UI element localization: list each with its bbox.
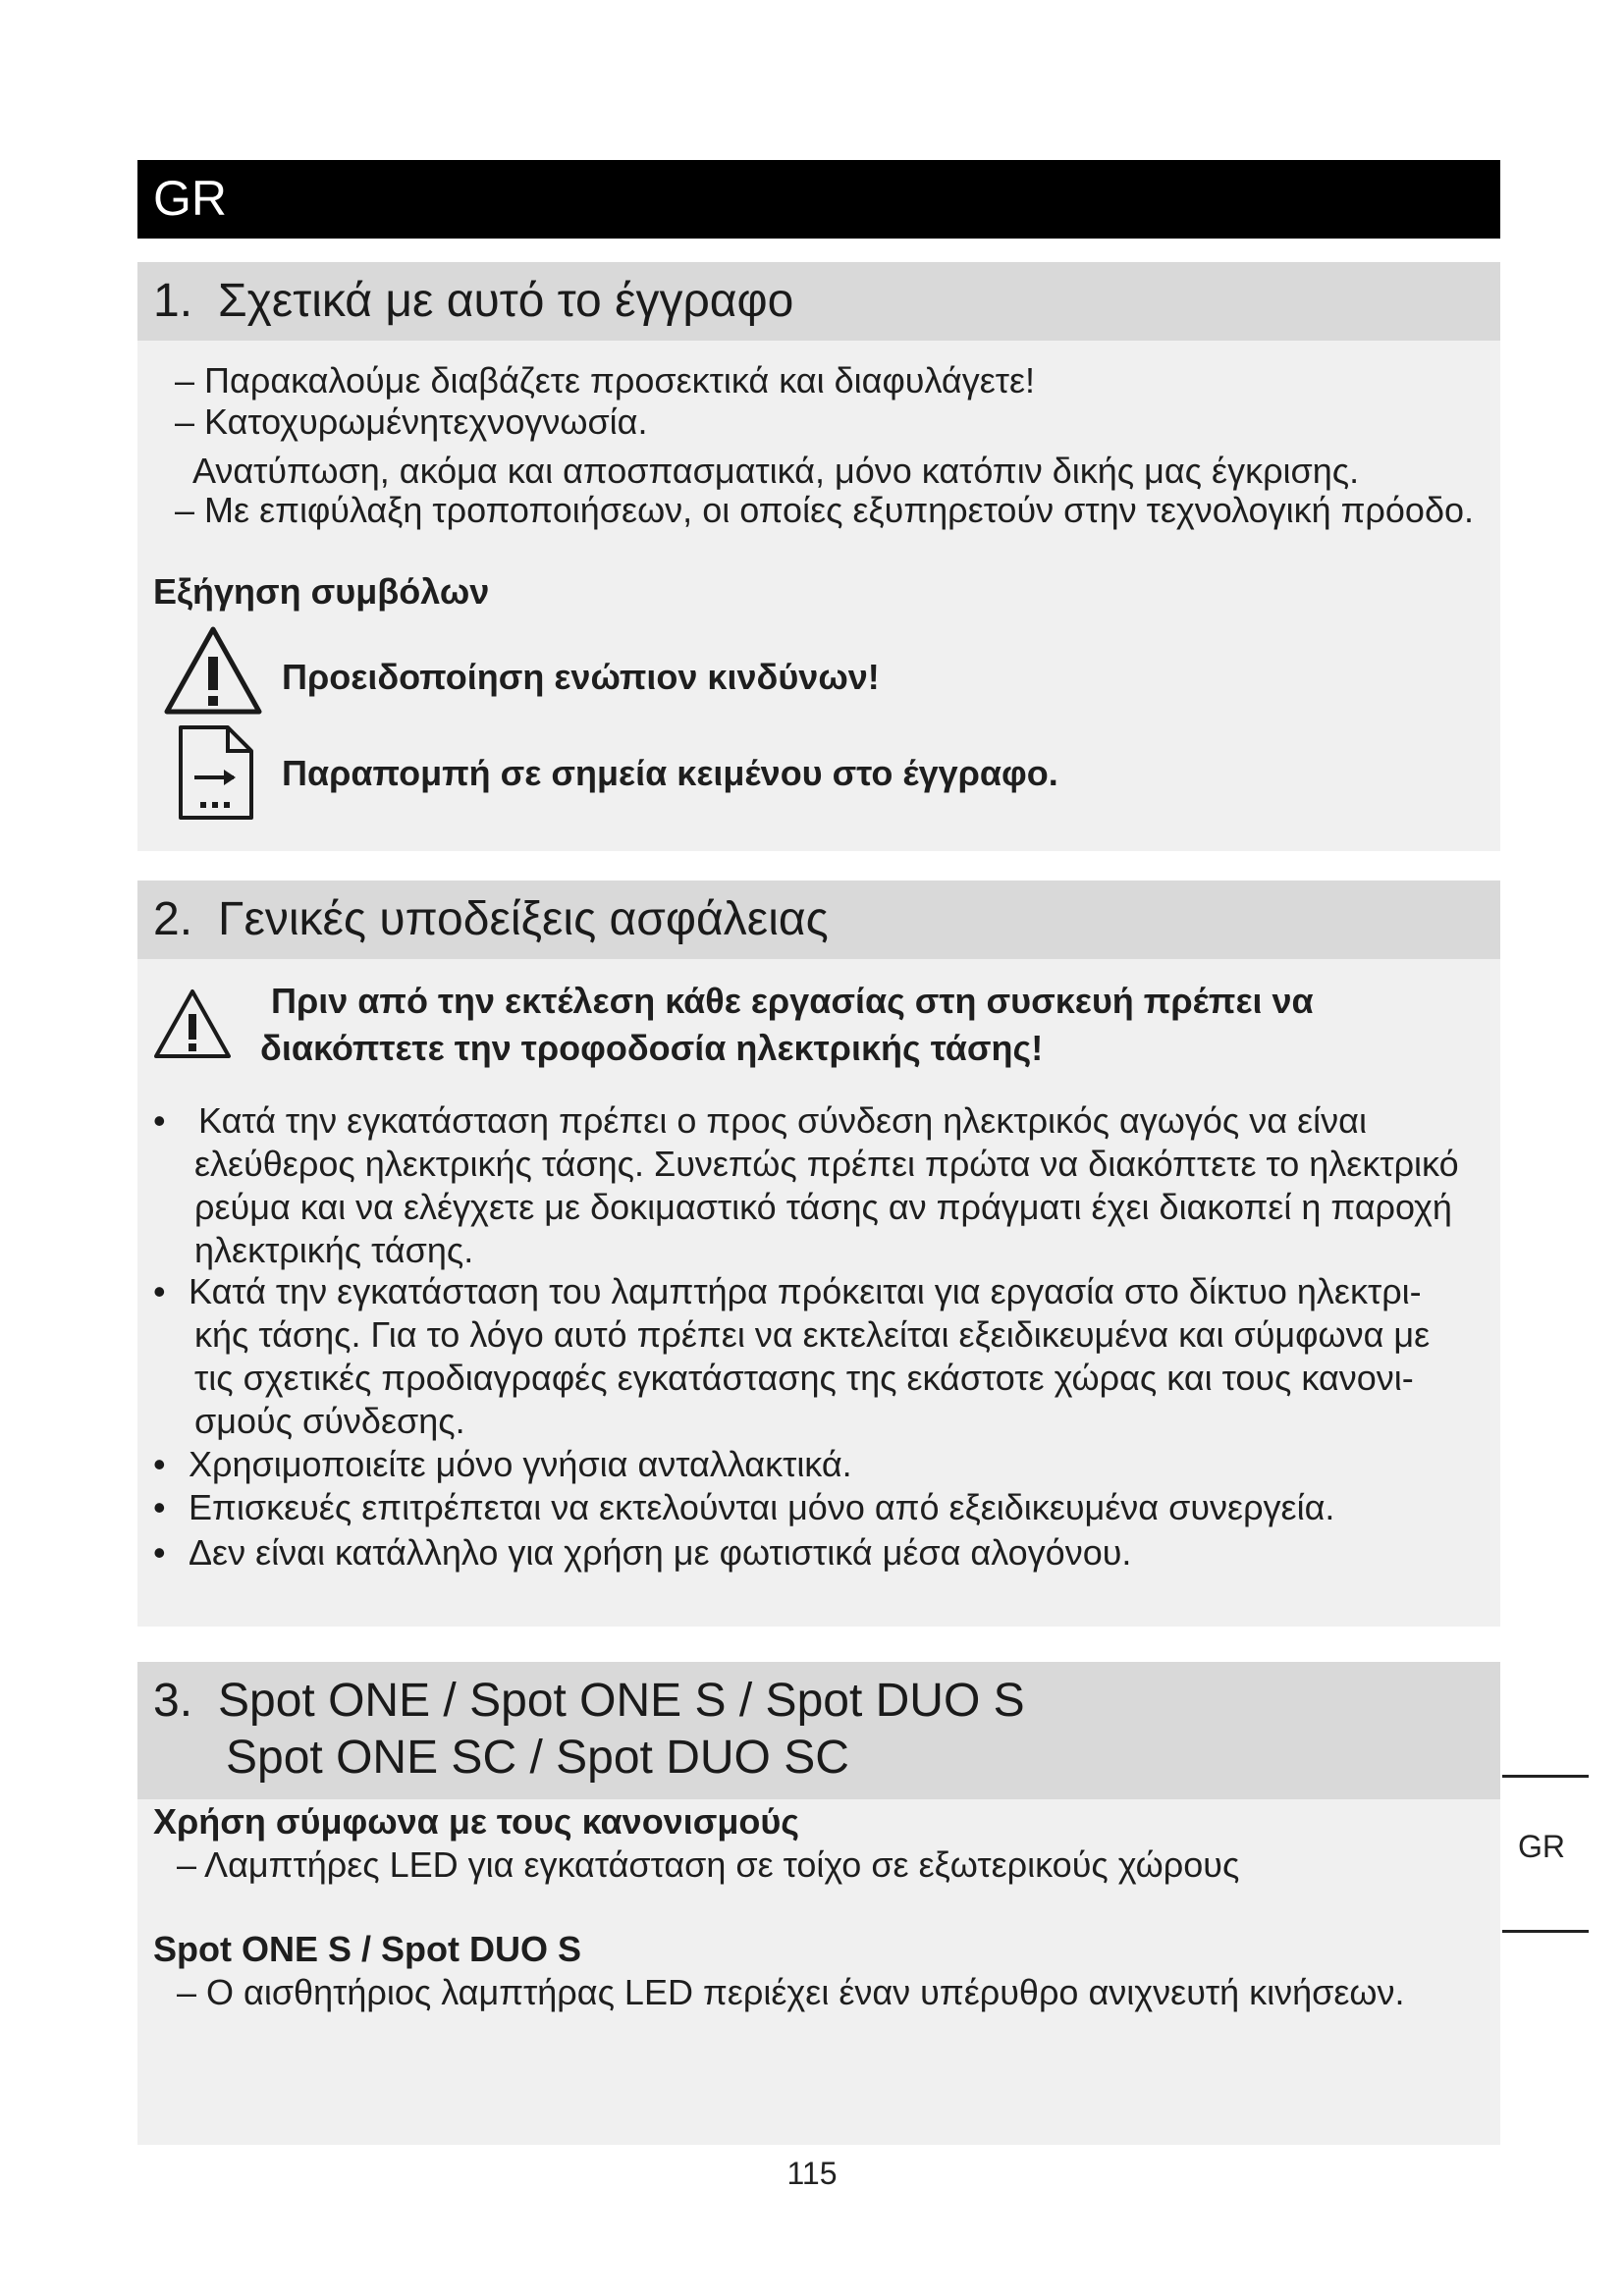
section-2-title: Γενικές υποδείξεις ασφάλειας: [218, 893, 829, 945]
section-1-header: [137, 262, 1500, 341]
model-heading: Spot ONE S / Spot DUO S: [153, 1929, 582, 1969]
model-text: – Ο αισθητήριος λαμπτήρας LED περιέχει έναν υπέρυθρο ανιχνευτή κινήσεων.: [177, 1972, 1405, 2012]
bullet-marker: •: [153, 1444, 166, 1484]
bullet-marker: •: [153, 1487, 166, 1527]
section-3-title-line-1: Spot ONE / Spot ONE S / Spot DUO S: [218, 1675, 1025, 1727]
bullet-1-line-4: ηλεκτρικής τάσης.: [194, 1230, 474, 1270]
section-3-number: 3.: [153, 1675, 193, 1727]
bullet-2-line-4: σμούς σύνδεσης.: [194, 1401, 465, 1441]
language-code: GR: [153, 171, 227, 226]
symbols-heading: Εξήγηση συμβόλων: [153, 571, 490, 612]
bullet-marker: •: [153, 1532, 166, 1573]
page-number: 115: [786, 2156, 838, 2191]
reference-symbol-text: Παραπομπή σε σημεία κειμένου στο έγγραφο.: [282, 753, 1058, 793]
warning-symbol-text: Προειδοποίηση ενώπιον κινδύνων!: [282, 657, 880, 697]
section-1: [137, 262, 1500, 851]
bullet-marker: •: [153, 1271, 166, 1311]
section-1-line-4: – Με επιφύλαξη τροποποιήσεων, οι οποίες εξυπηρετούν στην τεχνολογική πρόοδο.: [175, 490, 1475, 530]
bullet-4: Επισκευές επιτρέπεται να εκτελούνται μόνο από εξειδικευμένα συνεργεία.: [189, 1487, 1335, 1527]
document-reference-icon: [177, 723, 255, 822]
intended-use-text: – Λαμπτήρες LED για εγκατάσταση σε τοίχο σε εξωτερικούς χώρους: [177, 1844, 1240, 1885]
bullet-1-line-1: Κατά την εγκατάσταση πρέπει ο προς σύνδεση ηλεκτρικός αγωγός να είναι: [198, 1100, 1367, 1141]
section-1-line-2: – Κατοχυρωμένητεχνογνωσία.: [175, 401, 648, 442]
section-3: [137, 1662, 1500, 2145]
section-1-line-3: Ανατύπωση, ακόμα και αποσπασματικά, μόνο κατόπιν δικής μας έγκρισης.: [192, 451, 1360, 491]
bullet-3: Χρησιμοποιείτε μόνο γνήσια ανταλλακτικά.: [189, 1444, 852, 1484]
section-2-header: [137, 881, 1500, 959]
safety-warning-line-1: Πριν από την εκτέλεση κάθε εργασίας στη συσκευή πρέπει να: [271, 981, 1314, 1021]
warning-triangle-icon: [161, 623, 265, 718]
bullet-marker: •: [153, 1100, 166, 1141]
bullet-2-line-1: Κατά την εγκατάσταση του λαμπτήρα πρόκειται για εργασία στο δίκτυο ηλεκτρι-: [189, 1271, 1422, 1311]
section-1-number: 1.: [153, 275, 193, 327]
bullet-1-line-2: ελεύθερος ηλεκτρικής τάσης. Συνεπώς πρέπει πρώτα να διακόπτετε το ηλεκτρικό: [194, 1144, 1459, 1184]
warning-triangle-icon: [151, 987, 234, 1061]
section-2-number: 2.: [153, 893, 193, 945]
bullet-2-line-2: κής τάσης. Για το λόγο αυτό πρέπει να εκτελείται εξειδικευμένα και σύμφωνα με: [194, 1314, 1431, 1355]
section-1-title: Σχετικά με αυτό το έγγραφο: [218, 275, 794, 327]
bullet-1-line-3: ρεύμα και να ελέγχετε με δοκιμαστικό τάσης αν πράγματι έχει διακοπεί η παροχή: [194, 1187, 1452, 1227]
bullet-2-line-3: τις σχετικές προδιαγραφές εγκατάστασης της εκάστοτε χώρας και τους κανονι-: [194, 1358, 1414, 1398]
intended-use-heading: Χρήση σύμφωνα με τους κανονισμούς: [153, 1801, 800, 1842]
section-3-title-line-2: Spot ONE SC / Spot DUO SC: [226, 1732, 849, 1784]
language-header-bar: [137, 160, 1500, 239]
margin-language-tab: [1502, 1775, 1589, 1933]
section-3-header: [137, 1662, 1500, 1799]
bullet-5: Δεν είναι κατάλληλο για χρήση με φωτιστικά μέσα αλογόνου.: [189, 1532, 1132, 1573]
section-2: [137, 881, 1500, 1627]
section-1-line-1: – Παρακαλούμε διαβάζετε προσεκτικά και διαφυλάγετε!: [175, 360, 1036, 400]
margin-language-label: GR: [1518, 1829, 1565, 1864]
safety-warning-line-2: διακόπτετε την τροφοδοσία ηλεκτρικής τάσης!: [260, 1028, 1044, 1068]
